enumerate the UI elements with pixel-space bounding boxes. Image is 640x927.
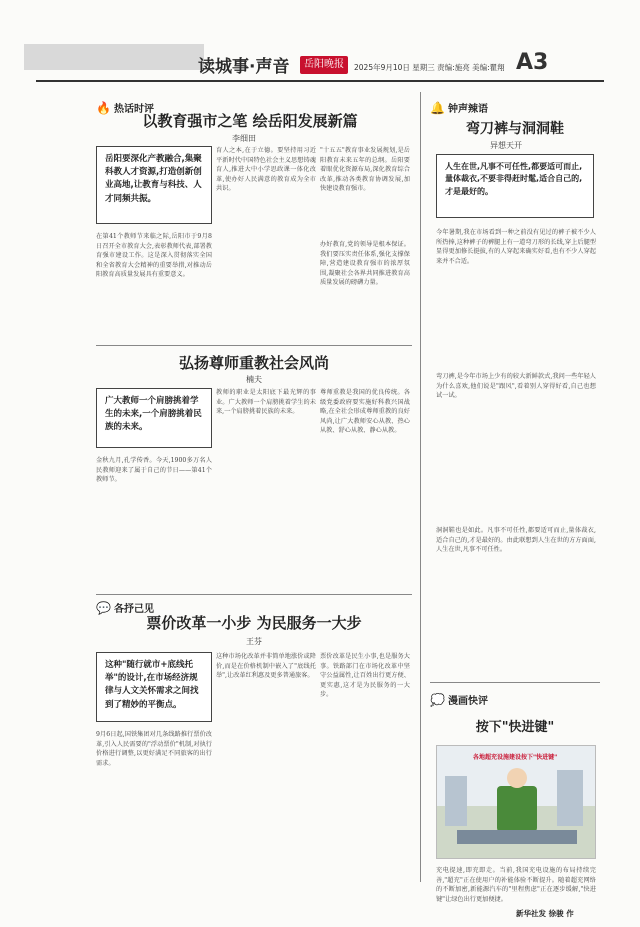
page-number: A3 [516, 50, 549, 75]
divider [96, 594, 412, 595]
article1-pullquote: 岳阳要深化产教融合,集聚科教人才资源,打造创新创业高地,让教育与科技、人才同频共振。 [96, 146, 212, 224]
cartoon-image [436, 745, 596, 859]
article3-title: 票价改革一小步 为民服务一大步 [146, 614, 362, 632]
speech-bubble-icon: 💬 [96, 600, 111, 615]
cartoon-credit: 新华社发 徐骏 作 [516, 909, 574, 918]
column4-author: 异想天开 [490, 141, 522, 150]
newspaper-logo: 岳阳晚报 [300, 56, 348, 74]
section-title: 读城事·声音 [198, 57, 290, 77]
cartoon-illustration [437, 746, 596, 859]
article3-body-3: 票价改革是民生小事,也是服务大事。铁路部门在市场化改革中坚守公益属性,让百姓出行更方便、更实惠,这才是为民服务的一大步。 [320, 653, 410, 699]
article1-title: 以教育强市之笔 绘岳阳发展新篇 [142, 112, 358, 130]
article1-tag: 🔥 热话时评 [96, 100, 154, 115]
header-rule [36, 80, 604, 82]
comment-icon: 💭 [430, 692, 445, 707]
article3-author: 王芬 [246, 637, 262, 646]
column4-tag: 🔔 钟声辣语 [430, 100, 488, 115]
cartoon-text: 充电提速,即充即走。当前,我国充电设施的布局持续完善,"超充"正在使用户的补能体验不断提升。随着超充网络的不断加密,新能源汽车的"里程焦虑"正在逐步缓解,"快进键"让绿色出行更加便捷。 [436, 867, 596, 903]
column-divider [420, 92, 421, 882]
article3-pullquote: 这种"随行就市+底线托举"的设计,在市场经济规律与人文关怀需求之间找到了精妙的平衡点。 [96, 652, 212, 722]
article2-body-1: 金秋九月,孔学传香。今天,1900多万名人民教师迎来了属于自己的节日——第41个教师节。 [96, 457, 212, 484]
divider [430, 682, 600, 683]
article3-body-2: 这种市场化改革并非简单地涨价或降价,而是在价格机制中嵌入了"底线托举",让改革红利惠及更多普通旅客。 [216, 653, 316, 680]
bell-icon: 🔔 [430, 100, 445, 115]
column4-body-1: 今年暑期,我在市场看到一种之前没有见过的裤子被不少人所热捧,这种裤子的裤腿上有一道弯刀形的长线,穿上后腿型显得更加修长挺拔,有的人穿起来确实好看,也有不少人穿起来并不合适。 [436, 229, 596, 265]
column4-body-3: 洞洞鞋也是如此。凡事不可任性,都要适可而止,量体裁衣,适合自己的,才是最好的。由此联想到人生在世的方方面面,人生在世,凡事不可任性。 [436, 527, 596, 554]
article2-body-3: 尊师重教是我国的优良传统。各级党委政府要实施好科教兴国战略,在全社会形成尊师重教的良好风尚,让广大教师安心从教、热心从教、舒心从教、静心从教。 [320, 389, 410, 435]
article3-tag: 💬 各抒己见 [96, 600, 154, 615]
column4-pullquote: 人生在世,凡事不可任性,都要适可而止,量体裁衣,不要非得赶时髦,适合自己的,才是最好的。 [436, 154, 594, 218]
column4-title: 弯刀裤与洞洞鞋 [466, 121, 564, 137]
article1-body-4: 办好教育,党的领导是根本保证。我们要压实责任体系,强化支撑保障,营造建设教育强市的浓厚氛围,凝聚社会各界共同推进教育高质量发展的磅礴力量。 [320, 241, 410, 287]
divider [96, 345, 412, 346]
cartoon-title: 按下"快进键" [475, 720, 555, 735]
article2-body-2: 教师的职业是太阳底下最光辉的事业。广大教师一个肩膀挑着学生的未来,一个肩膀挑着民族的未来。 [216, 389, 316, 416]
article2-pullquote: 广大教师一个肩膀挑着学生的未来,一个肩膀挑着民族的未来。 [96, 388, 212, 448]
flame-icon: 🔥 [96, 100, 111, 115]
cartoon-tag: 💭 漫画快评 [430, 692, 488, 707]
article1-body-2: 育人之本,在于立德。要坚持用习近平新时代中国特色社会主义思想铸魂育人,推进大中小学思政课一体化改革,使办好人民满意的教育成为全市共识。 [216, 147, 316, 193]
article2-title: 弘扬尊师重教社会风尚 [178, 354, 329, 372]
page-header [0, 0, 640, 92]
article1-body-3: "十五五"教育事业发展规划,是岳阳教育未来五年的总纲。岳阳要着眼优化资源布局,深化教育综合改革,推动各类教育协调发展,加快建设教育强市。 [320, 147, 410, 193]
cartoon-caption: 各地超充设施建设按下"快进键" [473, 754, 558, 761]
header-band [24, 44, 204, 70]
article1-body-1: 在第41个教师节来临之际,岳阳市于9月8日召开全市教育大会,表彰教师代表,部署教育强市建设工作。这是深入贯彻落实全国和全省教育大会精神的重要举措,对推动岳阳教育高质量发展具有重要意义。 [96, 233, 212, 279]
header-meta: 2025年9月10日 星期三 责编:施亮 美编:瞿翔 [354, 63, 505, 72]
article1-author: 李细田 [232, 134, 256, 143]
article3-body-1: 9月6日起,国铁集团对几条线路推行票价改革,引入人民需要的"浮动票价"机制,对执行价格进行调整,以更好满足不同旅客的出行需求。 [96, 731, 212, 767]
article2-author: 楠夫 [246, 375, 262, 384]
column4-body-2: 弯刀裤,是今年市场上少有的较大新鲜款式,我问一些年轻人为什么喜欢,他们说是"跟风",看着别人穿得好看,自己也想试一试。 [436, 373, 596, 400]
